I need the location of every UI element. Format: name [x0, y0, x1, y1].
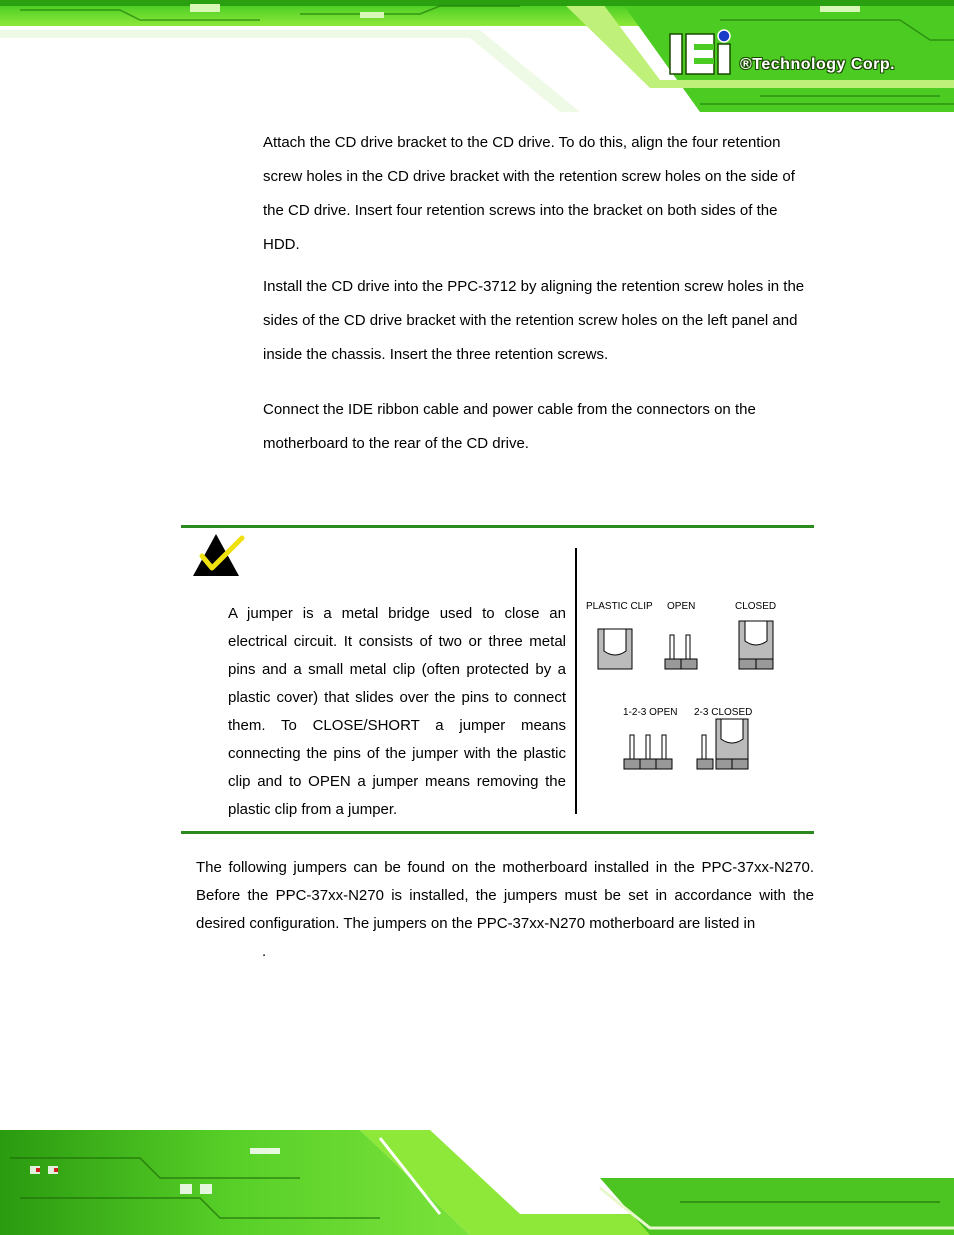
- paragraph-connect-cables: Connect the IDE ribbon cable and power cable from the connectors on the motherboard to the rear of the CD drive.: [263, 401, 756, 452]
- paragraph-install-drive: Install the CD drive into the PPC-3712 by aligning the retention screw holes in the sides of the CD drive bracket with the retention screw holes on the left panel and inside the chassis. Insert the three retention screws.: [263, 278, 805, 363]
- checkmark-note-icon: [190, 532, 246, 578]
- open-jumper-figure: [665, 635, 697, 669]
- paragraph-attach-bracket: Attach the CD drive bracket to the CD drive. To do this, align the four retention screw holes in the CD drive bracket with the retention screw holes on the side of the CD drive. Insert four retention screws into the bracket on both sides of the HDD.: [263, 134, 795, 253]
- label-closed: CLOSED: [735, 601, 777, 612]
- jumper-list-trailing: .: [262, 943, 267, 960]
- label-open: OPEN: [667, 601, 696, 612]
- circuit-board-footer-graphic: [0, 1118, 954, 1235]
- three-pin-open-figure: [624, 735, 672, 769]
- brand-name: ®Technology Corp.: [740, 56, 896, 73]
- jumper-diagram: [590, 615, 790, 775]
- iei-logo-icon: [670, 30, 730, 74]
- note-bottom-rule: [181, 831, 814, 834]
- label-2-3-closed: 2-3 CLOSED: [694, 707, 753, 718]
- plastic-clip-figure: [598, 629, 632, 669]
- paragraph-jumper-list: [196, 854, 814, 966]
- note-top-rule: [181, 525, 814, 528]
- note-column-divider: [575, 548, 577, 814]
- page-header: [0, 0, 954, 112]
- closed-jumper-figure: [739, 621, 773, 669]
- label-1-2-3-open: 1-2-3 OPEN: [623, 707, 678, 718]
- page-footer: [0, 1118, 954, 1235]
- note-jumper-description: A jumper is a metal bridge used to close an electrical circuit. It consists of two or three metal pins and a small metal clip (often protected by a plastic cover) that slides over the pins to connect them. To CLOSE/SHORT a jumper means connecting the pins of the jumper with the plastic clip and to OPEN a jumper means removing the plastic clip from a jumper.: [228, 605, 566, 818]
- label-plastic-clip: PLASTIC CLIP: [586, 601, 653, 612]
- jumper-list-text: The following jumpers can be found on the motherboard installed in the PPC-37xx-N270. Before the PPC-37xx-N270 is installed, the jumpers must be set in accordance with the desired configuration. The jumpers on the PPC-37xx-N270 motherboard are listed in: [196, 859, 814, 932]
- two-three-closed-figure: [697, 719, 748, 769]
